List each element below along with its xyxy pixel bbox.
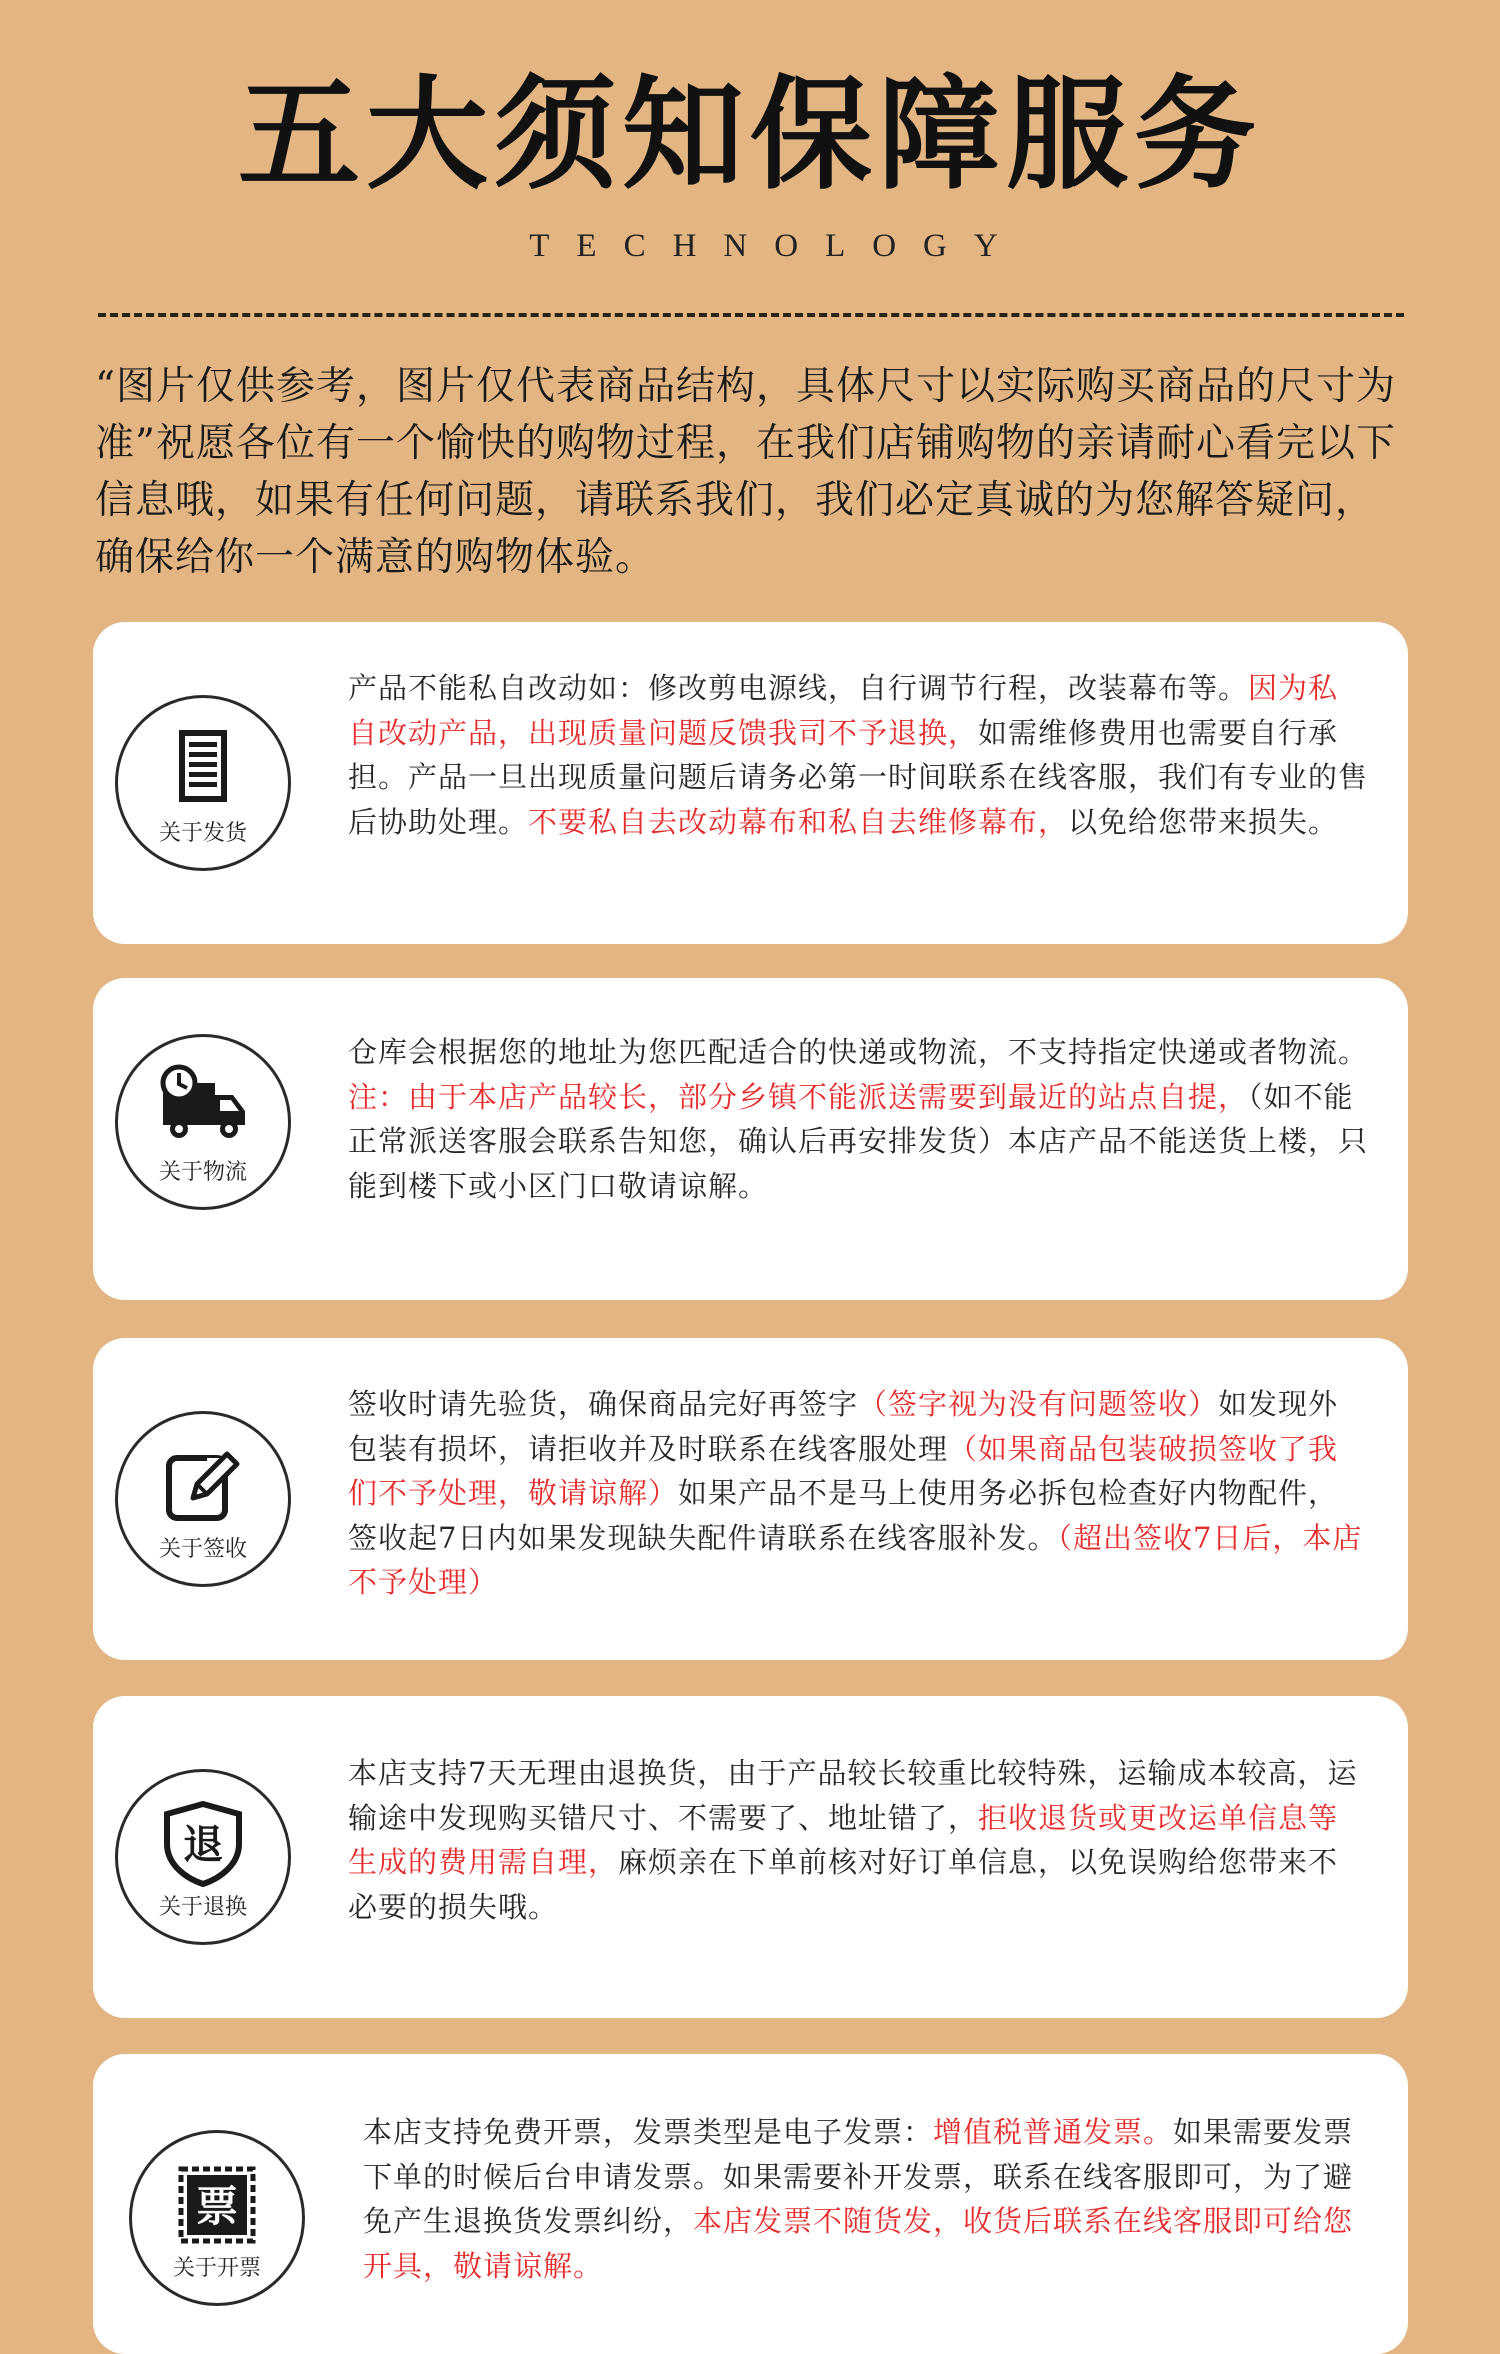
badge-shipping	[115, 695, 291, 871]
dashed-divider	[98, 313, 1404, 317]
page-subtitle: TECHNOLOGY	[529, 228, 1025, 264]
badge-label: 关于签收	[158, 1537, 247, 1562]
edit-sign-icon	[157, 1440, 249, 1532]
card-logistics	[93, 978, 1408, 1300]
highlight-text: 增值税普通发票。	[933, 2115, 1174, 2149]
body-text: 如果需要发票下单的时候后台申请发票。如果需要补开发票，联系在线客服即可，为了避免产生退换货发票纠纷，	[363, 2115, 1354, 2238]
badge-logistics	[115, 1034, 291, 1210]
body-text: 如发现外包装有损坏，请拒收并及时联系在线客服处理	[348, 1387, 1339, 1466]
document-list-icon	[157, 724, 249, 816]
intro-paragraph: “图片仅供参考，图片仅代表商品结构，具体尺寸以实际购买商品的尺寸为准”祝愿各位有一个愉快的购物过程，在我们店铺购物的亲请耐心看完以下信息哦，如果有任何问题，请联系我们，我们必定真诚的为您解答疑问，确保给你一个满意的购物体验。	[95, 364, 1396, 580]
page-title: 五大须知保障服务	[238, 64, 1262, 206]
body-text: （如不能正常派送客服会联系告知您，确认后再安排发货）本店产品不能送货上楼，只能到楼下或小区门口敬请谅解。	[348, 1079, 1369, 1203]
card-signing	[93, 1338, 1408, 1660]
body-text: 如需维修费用也需要自行承担。产品一旦出现质量问题后请务必第一时间联系在线客服，我们有专业的售后协助处理。	[348, 715, 1369, 839]
card-text-signing	[348, 1382, 1368, 1605]
card-shipping	[93, 622, 1408, 944]
delivery-truck-icon	[157, 1063, 249, 1155]
card-text-invoice	[363, 2110, 1373, 2288]
highlight-text: （如果商品包装破损签收了我们不予处理，敬请谅解）	[348, 1431, 1339, 1510]
badge-label: 关于退换	[158, 1895, 247, 1920]
badge-label: 关于开票	[172, 2256, 261, 2281]
return-glyph: 退	[183, 1822, 223, 1868]
return-shield-icon	[157, 1798, 249, 1890]
body-text: 产品不能私自改动如：修改剪电源线，自行调节行程，改装幕布等。	[348, 671, 1249, 705]
highlight-text: 拒收退货或更改运单信息等生成的费用需自理，	[348, 1800, 1339, 1879]
card-returns	[93, 1696, 1408, 2018]
highlight-text: （签字视为没有问题签收）	[858, 1387, 1219, 1421]
badge-signing	[115, 1411, 291, 1587]
body-text: 签收时请先验货，确保商品完好再签字	[348, 1387, 859, 1421]
invoice-glyph: 票	[195, 2182, 239, 2231]
badge-label: 关于物流	[158, 1160, 247, 1185]
body-text: 以免给您带来损失。	[1068, 804, 1339, 839]
badge-label: 关于发货	[158, 821, 247, 846]
highlight-text: （超出签收7日后，本店不予处理）	[348, 1520, 1363, 1599]
highlight-text: 注：由于本店产品较长，部分乡镇不能派送需要到最近的站点自提，	[348, 1079, 1249, 1114]
body-text: 本店支持免费开票，发票类型是电子发票：	[363, 2115, 934, 2149]
highlight-text: 因为私自改动产品，出现质量问题反馈我司不予退换，	[348, 671, 1339, 750]
card-text-shipping	[348, 666, 1368, 844]
body-text: 本店支持7天无理由退换货，由于产品较长较重比较特殊，运输成本较高，运输途中发现购买错尺寸、不需要了、地址错了，	[348, 1756, 1358, 1835]
card-text-returns	[348, 1751, 1368, 1929]
badge-invoice	[129, 2130, 305, 2306]
card-text-logistics	[348, 1030, 1368, 1208]
badge-returns	[115, 1769, 291, 1945]
invoice-stamp-icon	[171, 2159, 263, 2251]
body-text: 如果产品不是马上使用务必拆包检查好内物配件，签收起7日内如果发现缺失配件请联系在线客服补发。	[348, 1476, 1339, 1555]
body-text: 仓库会根据您的地址为您匹配适合的快递或物流，不支持指定快递或者物流。	[348, 1035, 1369, 1069]
body-text: 麻烦亲在下单前核对好订单信息，以免误购给您带来不必要的损失哦。	[348, 1845, 1339, 1924]
highlight-text: 不要私自去改动幕布和私自去维修幕布，	[528, 804, 1069, 839]
card-invoice	[93, 2054, 1408, 2354]
highlight-text: 本店发票不随货发，收货后联系在线客服即可给您开具，敬请谅解。	[363, 2204, 1354, 2283]
